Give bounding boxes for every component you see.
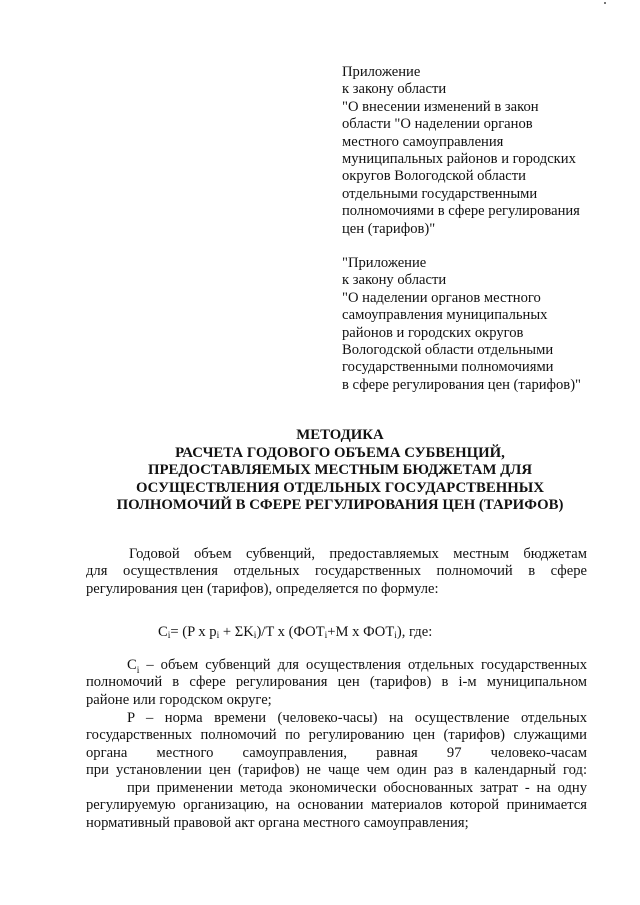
formula-part: ), где: (396, 624, 433, 640)
appendix-2-line: самоуправления муниципальных (342, 307, 548, 324)
intro-line-3: регулирования цен (тарифов), определяется по формуле: (86, 580, 439, 597)
p-line-3: органа местного самоуправления, равная 97 человеко-часам (86, 744, 587, 761)
subvention-formula (158, 624, 432, 641)
appendix-1-line: области "О наделении органов (342, 116, 533, 133)
formula-sub: i (324, 631, 328, 641)
p-line-1: P – норма времени (человеко-часы) на осуществление отдельных (127, 710, 587, 726)
intro-line-1: Годовой объем субвенций, предоставляемых местным бюджетам (129, 546, 587, 562)
ci-var: C (127, 657, 137, 673)
appendix-2-line: районов и городских округов (342, 324, 524, 341)
ci-line-3: районе или городском округе; (86, 691, 272, 708)
method-line-3: нормативный правовой акт органа местного самоуправления; (86, 814, 469, 831)
appendix-2-line: государственными полномочиями (342, 359, 554, 376)
ci-definition-paragraph (86, 657, 587, 709)
appendix-1-line: Приложение (342, 64, 421, 80)
appendix-2-line: "О наделении органов местного (342, 289, 541, 306)
appendix-1-line: полномочиями в сфере регулирования (342, 203, 580, 220)
document-title (60, 427, 620, 515)
appendix-1-line: муниципальных районов и городских (342, 151, 576, 168)
formula-part: = (P x p (170, 624, 217, 640)
formula-lhs: C (158, 624, 168, 640)
appendix-1-line: местного самоуправления (342, 133, 504, 150)
appendix-1-line: округов Вологодской области (342, 168, 526, 185)
p-definition-paragraph (86, 710, 587, 779)
appendix-2-line: Вологодской области отдельными (342, 342, 554, 359)
ci-line-1 (86, 657, 587, 674)
title-line: ПОЛНОМОЧИЙ В СФЕРЕ РЕГУЛИРОВАНИЯ ЦЕН (ТАРИФОВ) (116, 497, 564, 514)
appendix-2-line: "Приложение (342, 255, 427, 271)
p-line-2: государственных полномочий по регулированию цен (тарифов) служащими (86, 727, 587, 744)
title-line: ОСУЩЕСТВЛЕНИЯ ОТДЕЛЬНЫХ ГОСУДАРСТВЕННЫХ (135, 479, 545, 496)
p-line-4: при установлении цен (тарифов) не чаще чем один раз в календарный год: (86, 761, 587, 778)
formula-sub: i (394, 631, 397, 641)
method-line-2: регулируемую организацию, на основании материалов которой принимается (86, 797, 587, 814)
formula-sub: i (216, 631, 220, 641)
intro-line-2: для осуществления отдельных государственных полномочий в сфере (86, 563, 587, 580)
method-line-1: при применении метода экономически обоснованных затрат - на одну (127, 780, 587, 796)
appendix-2-line: к закону области (342, 272, 447, 289)
appendix-1-line: цен (тарифов)" (342, 220, 436, 237)
ci-sub: i (136, 665, 140, 676)
scan-mark (604, 2, 608, 6)
title-line: МЕТОДИКА (296, 427, 384, 443)
appendix-1-line: отдельными государственными (342, 185, 538, 202)
formula-part: +M x ФОТ (327, 624, 395, 640)
appendix-header-1 (342, 64, 612, 238)
ci-line-1-text: – объем субвенций для осуществления отдельных государственных (139, 657, 587, 673)
formula-part: + ΣK (219, 624, 254, 640)
appendix-1-line: "О внесении изменений в закон (342, 98, 539, 115)
intro-paragraph (86, 546, 587, 598)
formula-sub: i (167, 631, 171, 641)
title-line: РАСЧЕТА ГОДОВОГО ОБЪЕМА СУБВЕНЦИЙ, (175, 444, 505, 461)
method-paragraph (86, 780, 587, 832)
appendix-1-line: к закону области (342, 81, 447, 98)
appendix-header-2 (342, 255, 612, 394)
ci-line-2: полномочий в сфере регулирования цен (тарифов) в i-м муниципальном (86, 674, 587, 691)
formula-part: )/T x (ФОТ (256, 624, 325, 640)
formula-sub: i (253, 631, 257, 641)
title-line: ПРЕДОСТАВЛЯЕМЫХ МЕСТНЫМ БЮДЖЕТАМ ДЛЯ (147, 462, 533, 479)
appendix-2-line: в сфере регулирования цен (тарифов)" (342, 376, 582, 393)
